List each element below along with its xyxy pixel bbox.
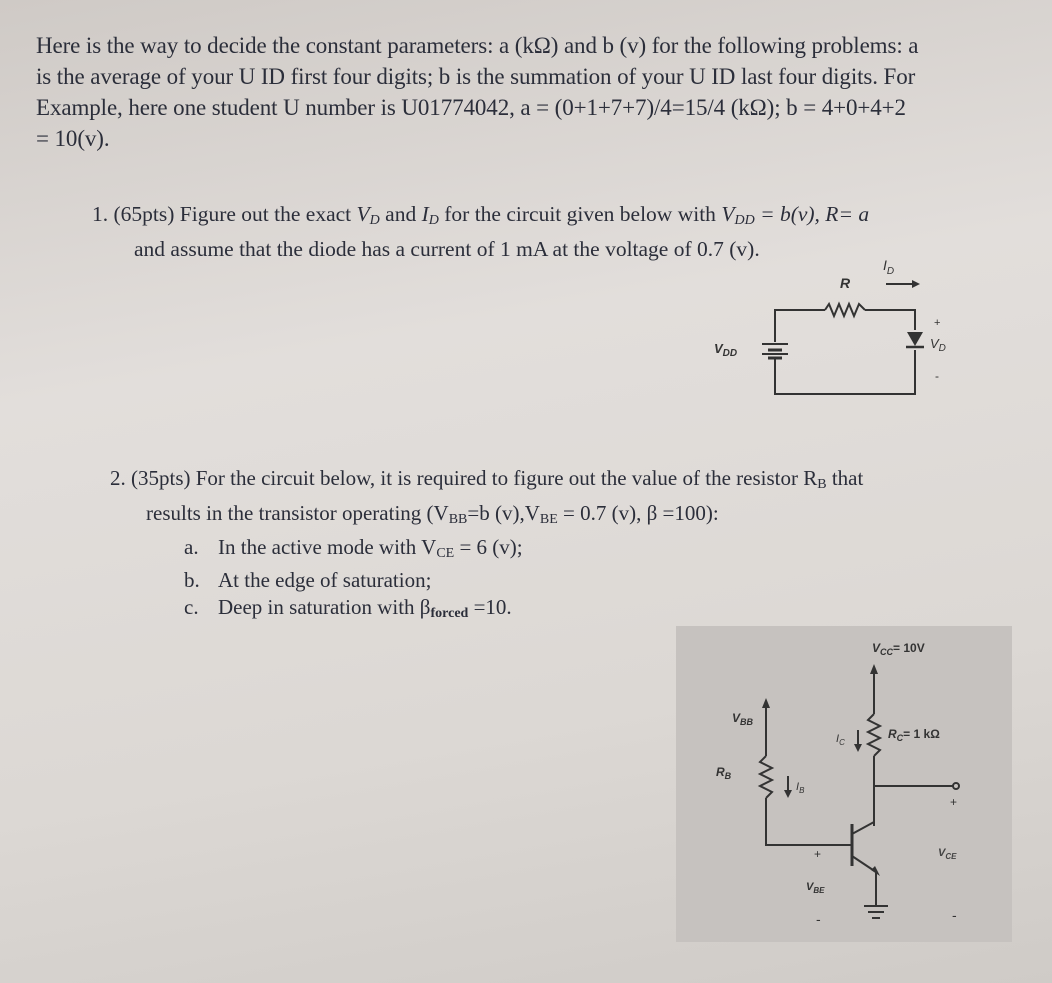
- vdd-label: $V_{DD}$: [714, 341, 738, 359]
- question-2-item-a: a. In the active mode with $V_{CE} = 6$ (v);: [184, 535, 523, 561]
- intro-line-3: Example, here one student U number is U01774042, a = (0+1+7+7)/4=15/4 (kΩ); b = 4+0+4+2: [36, 95, 906, 120]
- diode-circuit-diagram: [700, 250, 990, 410]
- intro-line-2: is the average of your U ID first four digits; b is the summation of your U ID last four digits. For: [36, 64, 916, 89]
- vce-minus: -: [952, 907, 957, 923]
- vd-plus: +: [934, 317, 941, 329]
- resistor-label: R: [840, 275, 851, 291]
- rb-sub: B: [817, 477, 827, 492]
- question-2-line-1: [110, 464, 1010, 499]
- question-1-equation: = b(v), R= a: [760, 202, 870, 226]
- vbe-label: $V_{BE}$: [806, 881, 825, 895]
- question-2-line-2: results in the transistor operating ($V_{BB}=b$ $(v),V_{BE} = 0.7$ (v), β =100):: [146, 501, 719, 527]
- vd-label: $V_D$: [930, 336, 946, 354]
- intro-line-4: = 10(v).: [36, 126, 110, 151]
- bjt-circuit-diagram: [676, 626, 1012, 942]
- resistor-rc: [868, 714, 880, 756]
- rb-label: $R_B$: [716, 765, 732, 781]
- ic-label: $I_C$: [836, 733, 845, 747]
- intro-paragraph: [36, 30, 996, 154]
- ib-label: $I_B$: [796, 781, 805, 795]
- question-1-text: Figure out the exact: [179, 202, 352, 226]
- question-2-number: 2.: [110, 466, 126, 490]
- question-2-points: (35pts): [131, 466, 191, 490]
- resistor-r: [825, 304, 865, 316]
- vdd-symbol: $V_{DD}$: [721, 202, 755, 228]
- vce-label: $V_{CE}$: [938, 847, 957, 861]
- question-2-item-c: c. Deep in saturation with $\beta_{forced} =10$.: [184, 595, 512, 621]
- question-2-item-b: b. At the edge of saturation;: [184, 568, 432, 592]
- vbe-plus: +: [814, 847, 822, 861]
- question-1-points: (65pts): [113, 202, 175, 226]
- resistor-rb: [760, 756, 772, 798]
- diode-icon: [906, 332, 924, 347]
- vbb-label: $V_{BB}$: [732, 711, 754, 727]
- question-1-line-1: [92, 200, 992, 235]
- question-1-text-b: for the circuit given below with: [444, 202, 716, 226]
- question-2-text-b: that: [831, 466, 864, 490]
- vce-plus: +: [950, 795, 958, 809]
- question-1-line-2: and assume that the diode has a current of 1 mA at the voltage of 0.7 (v).: [134, 237, 760, 261]
- question-1-and: and: [385, 202, 417, 226]
- vd-symbol: $V_D$: [356, 202, 380, 228]
- id-symbol: $I_D$: [421, 202, 439, 228]
- question-2-text: For the circuit below, it is required to figure out the value of the resistor R: [195, 466, 818, 490]
- vbe-minus: -: [816, 911, 821, 927]
- intro-line-1: Here is the way to decide the constant parameters: a (kΩ) and b (v) for the following problems: a: [36, 33, 919, 58]
- rc-label: $R_C= 1$ kΩ: [888, 727, 940, 743]
- vd-minus: -: [935, 369, 939, 383]
- question-2: [110, 464, 1010, 627]
- current-label: $I_D$: [883, 257, 895, 277]
- vcc-label: $V_{CC}= 10V$: [872, 641, 925, 657]
- question-1-number: 1.: [92, 202, 109, 226]
